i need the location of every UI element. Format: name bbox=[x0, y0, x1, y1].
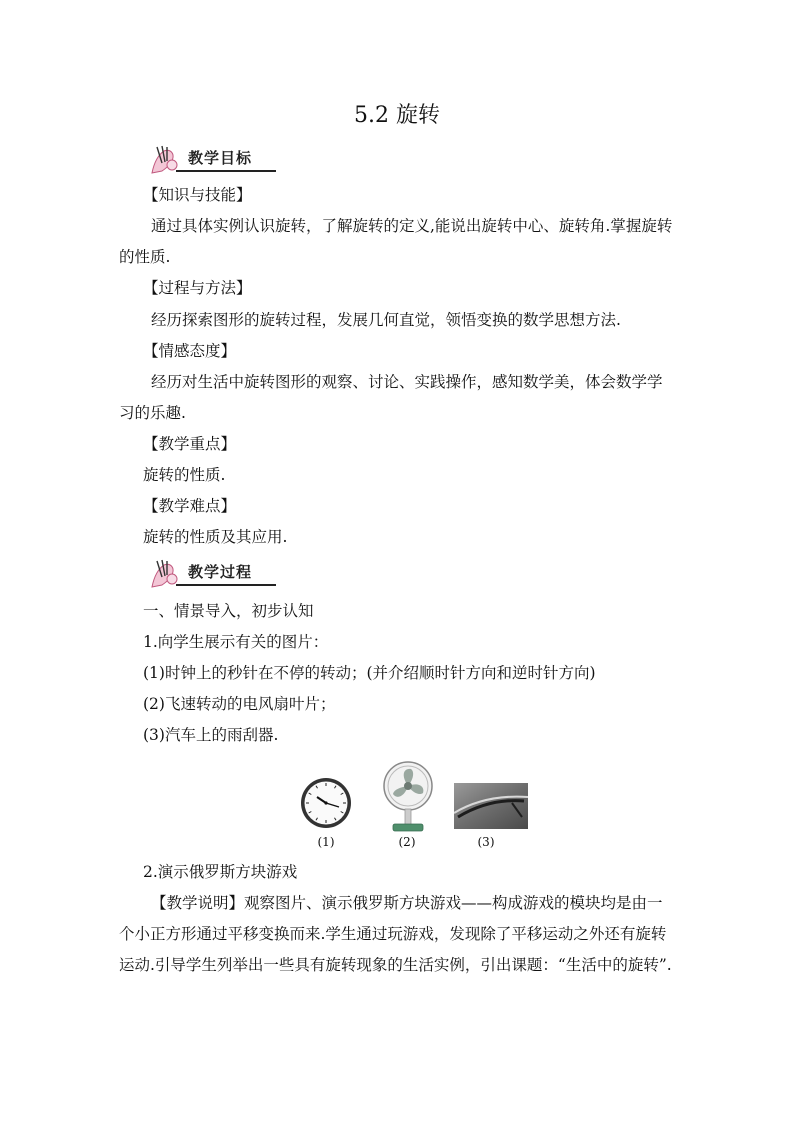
section-badge-process bbox=[148, 557, 278, 591]
list-item: (1)时钟上的秒针在不停的转动；(并介绍顺时针方向和逆时针方向) bbox=[143, 664, 596, 682]
difficulty-text: 旋转的性质及其应用. bbox=[143, 528, 288, 546]
section-badge-goals bbox=[148, 143, 278, 177]
figure-caption: (3) bbox=[477, 835, 495, 849]
knowledge-text: 通过具体实例认识旋转，了解旋转的定义,能说出旋转中心、旋转角.掌握旋转的性质. bbox=[119, 217, 673, 266]
badge-underline bbox=[176, 170, 276, 172]
badge-label: 教学目标 bbox=[188, 149, 253, 167]
difficulty-heading: 【教学难点】 bbox=[143, 497, 237, 515]
process-text: 经历探索图形的旋转过程，发展几何直觉，领悟变换的数学思想方法. bbox=[151, 311, 621, 329]
key-text: 旋转的性质. bbox=[143, 466, 226, 484]
attitude-text: 经历对生活中旋转图形的观察、讨论、实践操作，感知数学美，体会数学学习的乐趣. bbox=[119, 373, 663, 422]
badge-underline bbox=[176, 584, 276, 586]
wiper-icon bbox=[454, 783, 528, 829]
list-item: 2.演示俄罗斯方块游戏 bbox=[143, 863, 298, 881]
key-heading: 【教学重点】 bbox=[143, 435, 237, 453]
list-item: 1.向学生展示有关的图片： bbox=[143, 633, 329, 651]
figure-caption: (2) bbox=[398, 835, 416, 849]
attitude-heading: 【情感态度】 bbox=[143, 342, 237, 360]
teaching-explanation: 【教学说明】观察图片、演示俄罗斯方块游戏——构成游戏的模块均是由一个小正方形通过平移变换而来.学生通过玩游戏，发现除了平移运动之外还有旋转运动.引导学生列举出一些具有旋转现象的生活实例，引出课题：“生活中的旋转”. bbox=[119, 894, 672, 974]
clock-icon bbox=[299, 776, 353, 830]
knowledge-heading: 【知识与技能】 bbox=[143, 186, 252, 204]
list-item: (3)汽车上的雨刮器. bbox=[143, 726, 279, 744]
figure-caption: (1) bbox=[317, 835, 335, 849]
fan-icon bbox=[381, 760, 435, 834]
process-heading: 【过程与方法】 bbox=[143, 279, 252, 297]
list-item: (2)飞速转动的电风扇叶片； bbox=[143, 695, 336, 713]
page-title: 5.2 旋转 bbox=[354, 103, 440, 128]
badge-label: 教学过程 bbox=[188, 563, 253, 581]
section-heading: 一、情景导入，初步认知 bbox=[143, 602, 314, 620]
